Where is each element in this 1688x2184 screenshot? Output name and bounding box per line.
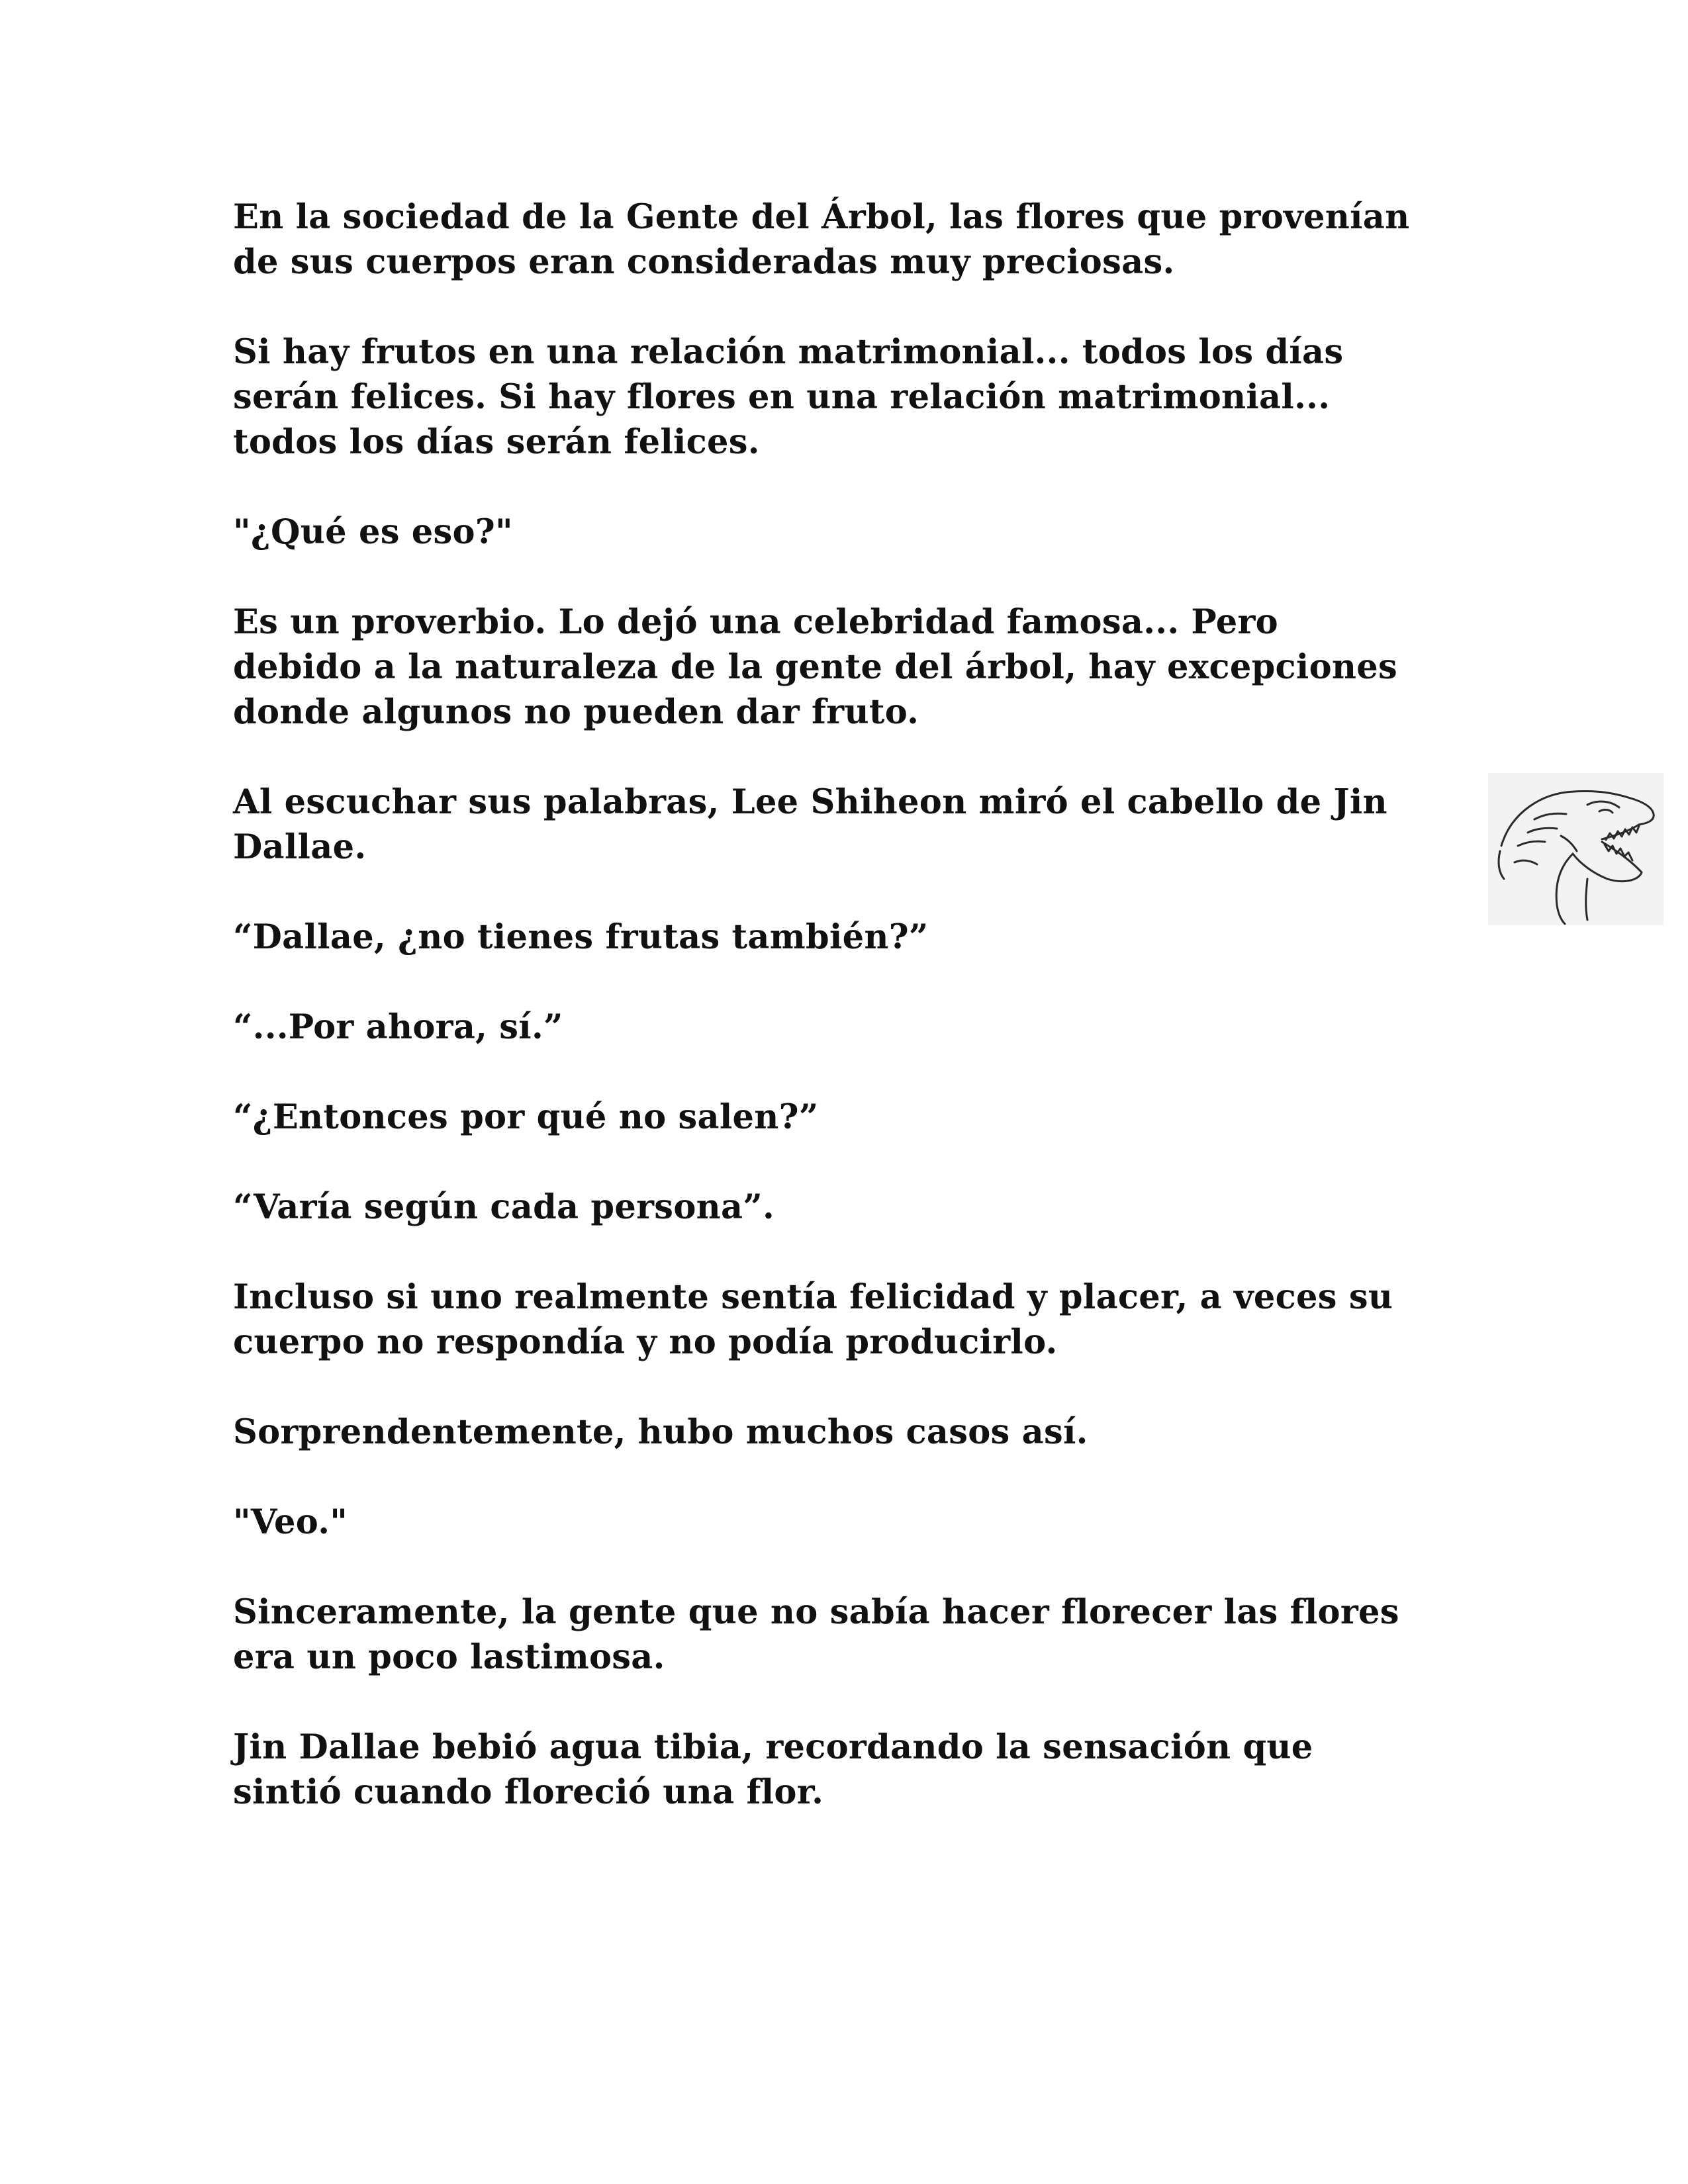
dinosaur-head-icon [1488,773,1664,925]
text-line: era un poco lastimosa. [233,1637,665,1677]
text-line: “Varía según cada persona”. [233,1187,775,1227]
paragraph-14 [233,1725,1491,1815]
text-line: “¿Entonces por qué no salen?” [233,1097,819,1137]
text-line: "¿Qué es eso?" [233,512,513,552]
paragraph-13 [233,1590,1491,1680]
paragraph-4 [233,600,1491,735]
paragraph-6 [233,915,1491,960]
text-line: Incluso si uno realmente sentía felicidad y placer, a veces su [233,1277,1393,1317]
text-line: cuerpo no respondía y no podía producirlo. [233,1322,1058,1362]
paragraph-2 [233,330,1491,465]
body-text [233,195,1491,1860]
text-line: de sus cuerpos eran consideradas muy preciosas. [233,242,1175,282]
paragraph-7 [233,1005,1491,1050]
text-line: debido a la naturaleza de la gente del árbol, hay excepciones [233,647,1398,687]
text-line: donde algunos no pueden dar fruto. [233,692,919,732]
text-line: Sinceramente, la gente que no sabía hacer florecer las flores [233,1592,1399,1632]
text-line: “Dallae, ¿no tienes frutas también?” [233,917,929,957]
paragraph-1 [233,195,1491,285]
text-line: sintió cuando floreció una flor. [233,1772,824,1812]
text-line: En la sociedad de la Gente del Árbol, las flores que provenían [233,197,1410,237]
text-line: Es un proverbio. Lo dejó una celebridad famosa... Pero [233,602,1278,642]
text-line: "Veo." [233,1502,348,1542]
paragraph-9 [233,1185,1491,1230]
paragraph-10 [233,1275,1491,1365]
text-line: Si hay frutos en una relación matrimonial... todos los días [233,332,1344,372]
text-line: Dallae. [233,827,367,867]
paragraph-11 [233,1410,1491,1455]
paragraph-12 [233,1500,1491,1545]
text-line: “...Por ahora, sí.” [233,1007,563,1047]
text-line: todos los días serán felices. [233,422,760,462]
paragraph-3 [233,510,1491,555]
paragraph-5 [233,780,1491,870]
text-line: Sorprendentemente, hubo muchos casos así. [233,1412,1088,1452]
text-line: Al escuchar sus palabras, Lee Shiheon miró el cabello de Jin [233,782,1387,822]
text-line: serán felices. Si hay flores en una relación matrimonial... [233,377,1331,417]
paragraph-8 [233,1095,1491,1140]
text-line: Jin Dallae bebió agua tibia, recordando la sensación que [233,1727,1313,1767]
